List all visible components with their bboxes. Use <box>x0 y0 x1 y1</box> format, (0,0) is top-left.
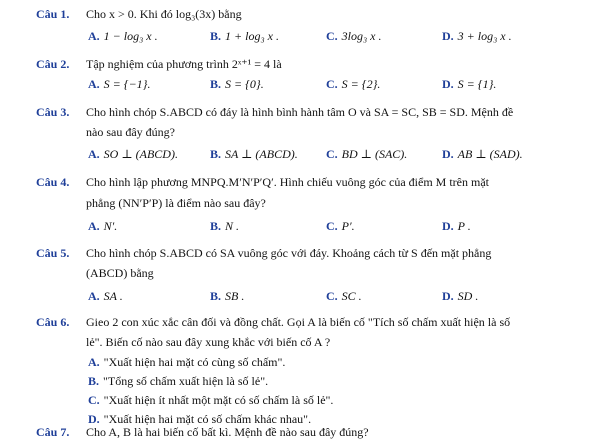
question-6-text-line1: Gieo 2 con xúc xắc cân đối và đồng chất. Gọi A là biến cố "Tích số chấm xuất hiện là số <box>86 315 511 329</box>
question-2-option-a[interactable]: A. S = {−1}. <box>88 77 151 91</box>
question-3-text-line1: Cho hình chóp S.ABCD có đáy là hình bình hành tâm O và SA = SC, SB = SD. Mệnh đề <box>86 105 514 119</box>
question-1-option-b[interactable]: B. 1 + log₃ x . <box>210 29 279 43</box>
question-4-text-line2: phẳng (NN′P′P) là điểm nào sau đây? <box>86 196 266 210</box>
question-1-text: Cho x > 0. Khi đó log₃(3x) bằng <box>86 7 242 21</box>
question-4-option-a[interactable]: A. N′. <box>88 219 118 233</box>
question-2-number: Câu 2. <box>36 57 70 71</box>
question-6-option-d[interactable]: D. "Xuất hiện hai mặt có số chấm khác nhau". <box>88 412 312 426</box>
question-5-text-line1: Cho hình chóp S.ABCD có SA vuông góc với đáy. Khoảng cách từ S đến mặt phẳng <box>86 246 492 260</box>
question-3-option-c[interactable]: C. BD ⊥ (SAC). <box>326 147 408 161</box>
question-2-text: Tập nghiệm của phương trình 2ˣ⁺¹ = 4 là <box>86 57 282 71</box>
question-5-option-a[interactable]: A. SA . <box>88 289 123 303</box>
question-4-option-d[interactable]: D. P . <box>442 219 471 233</box>
question-3-option-d[interactable]: D. AB ⊥ (SAD). <box>442 147 523 161</box>
question-3-option-a[interactable]: A. SO ⊥ (ABCD). <box>88 147 178 161</box>
question-3-text-line2: nào sau đây đúng? <box>86 125 175 139</box>
question-1-option-a[interactable]: A. 1 − log₃ x . <box>88 29 158 43</box>
question-4-option-c[interactable]: C. P′. <box>326 219 355 233</box>
question-2-option-c[interactable]: C. S = {2}. <box>326 77 381 91</box>
question-7-number: Câu 7. <box>36 425 70 439</box>
question-4-number: Câu 4. <box>36 175 70 189</box>
question-5-text-line2: (ABCD) bằng <box>86 266 154 280</box>
question-6-option-b[interactable]: B. "Tổng số chấm xuất hiện là số lẻ". <box>88 374 269 388</box>
question-5-option-b[interactable]: B. SB . <box>210 289 245 303</box>
question-4-text-line1: Cho hình lập phương MNPQ.M′N′P′Q′. Hình chiếu vuông góc của điểm M trên mặt <box>86 175 489 189</box>
question-3-number: Câu 3. <box>36 105 70 119</box>
question-2-option-b[interactable]: B. S = {0}. <box>210 77 264 91</box>
question-2-option-d[interactable]: D. S = {1}. <box>442 77 497 91</box>
question-1-number: Câu 1. <box>36 7 70 21</box>
question-7-text: Cho A, B là hai biến cố bất kì. Mệnh đề nào sau đây đúng? <box>86 425 369 439</box>
question-1-option-d[interactable]: D. 3 + log₃ x . <box>442 29 512 43</box>
question-3-option-b[interactable]: B. SA ⊥ (ABCD). <box>210 147 298 161</box>
question-6-number: Câu 6. <box>36 315 70 329</box>
question-5-option-d[interactable]: D. SD . <box>442 289 479 303</box>
question-1-option-c[interactable]: C. 3log₃ x . <box>326 29 382 43</box>
question-6-option-c[interactable]: C. "Xuất hiện ít nhất một mặt có số chấm là số lẻ". <box>88 393 334 407</box>
question-5-option-c[interactable]: C. SC . <box>326 289 362 303</box>
question-5-number: Câu 5. <box>36 246 70 260</box>
question-6-text-line2: lẻ". Biến cố nào sau đây xung khắc với biến cố A ? <box>86 335 331 349</box>
question-4-option-b[interactable]: B. N . <box>210 219 240 233</box>
question-6-option-a[interactable]: A. "Xuất hiện hai mặt có cùng số chấm". <box>88 355 286 369</box>
